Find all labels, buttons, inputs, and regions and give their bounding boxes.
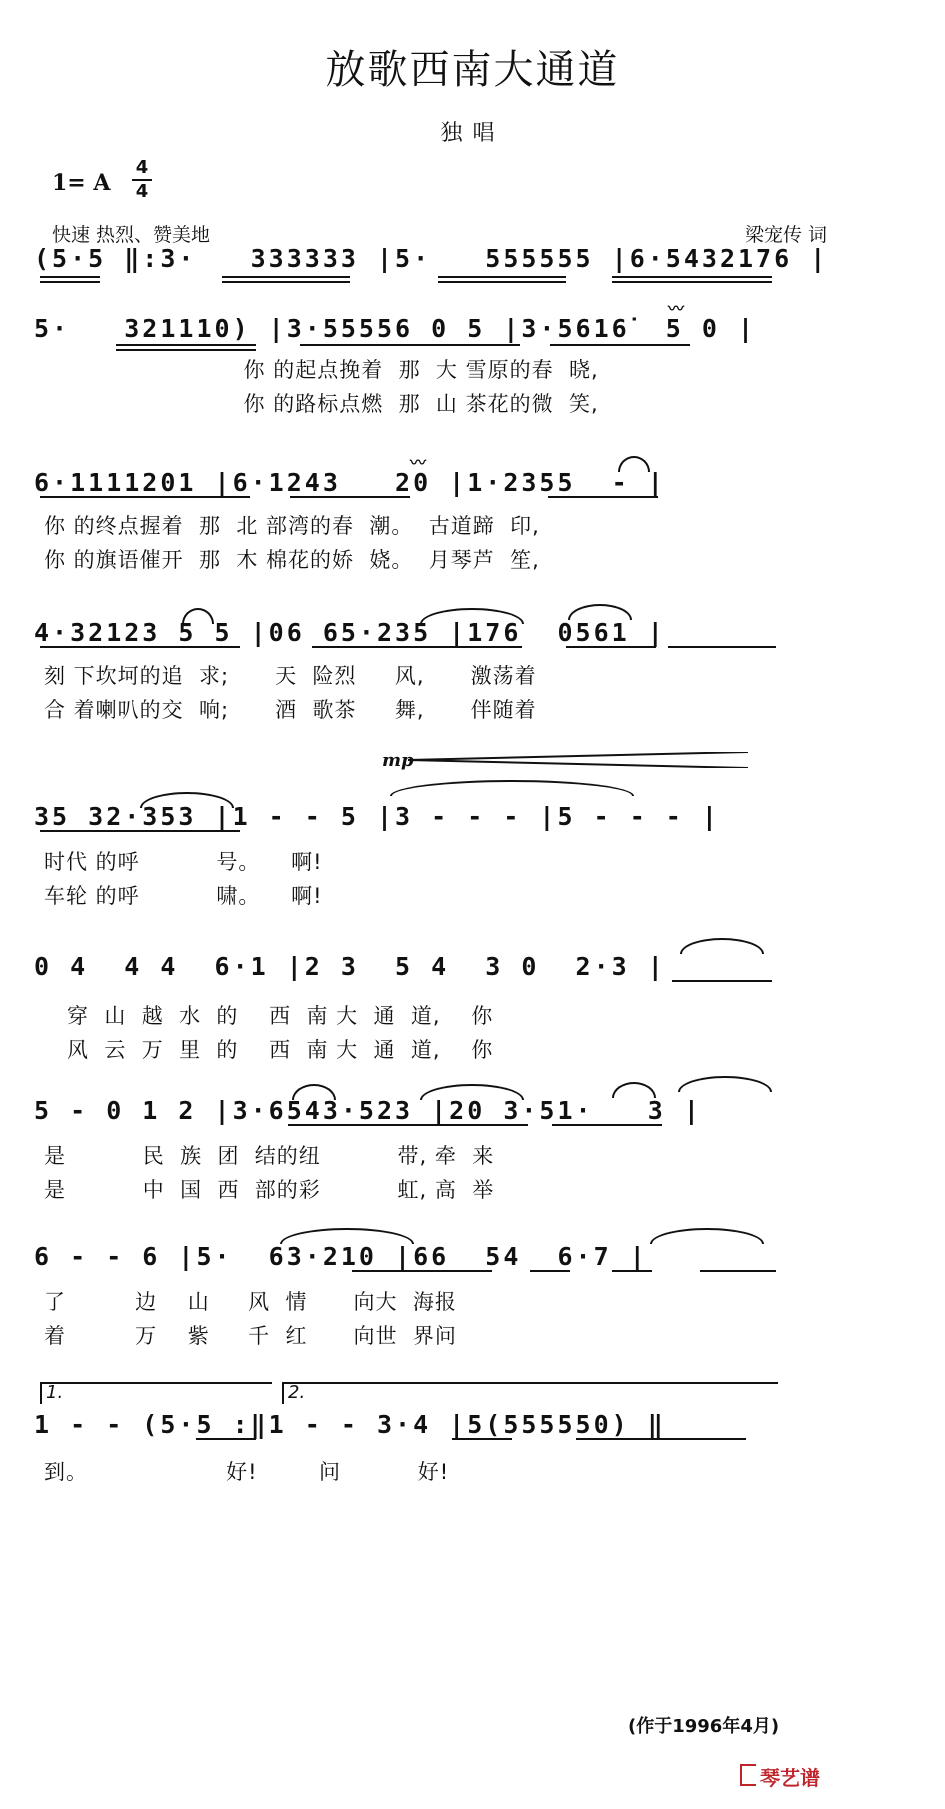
slur xyxy=(390,780,634,796)
beam xyxy=(222,276,350,278)
beam xyxy=(116,344,256,346)
score-system-3 xyxy=(0,453,945,594)
score-system-6 xyxy=(0,950,945,1080)
beam xyxy=(566,646,656,648)
lyric-verse-1: 穿 山 越 水 的 西 南 大 通 道, 你 xyxy=(44,1004,494,1028)
lyric-verse-1: 你 的起点挽着 那 大 雪原的春 晓, xyxy=(44,358,599,382)
lyric-verse-1: 刻 下坎坷的追 求; 天 险烈 风, 激荡着 xyxy=(44,664,537,688)
dynamic-marking: mp xyxy=(382,750,414,771)
slur xyxy=(182,608,214,624)
notation-line: 0 4 4 4 6·1 |2 3 5 4 3 0 2·3 | xyxy=(34,952,666,981)
lyric-verse-2: 你 的路标点燃 那 山 茶花的微 笑, xyxy=(44,392,599,416)
beam xyxy=(300,344,520,346)
beam xyxy=(672,980,772,982)
mordent-mark: 〰 xyxy=(410,453,423,472)
lyric-verse-2: 合 着喇叭的交 响; 酒 歌茶 舞, 伴随着 xyxy=(44,698,537,722)
beam xyxy=(612,1270,652,1272)
score-system-2 xyxy=(0,299,945,436)
lyric-verse-2: 风 云 万 里 的 西 南 大 通 道, 你 xyxy=(44,1038,494,1062)
first-ending-label: 1. xyxy=(46,1382,64,1403)
slur xyxy=(420,608,524,624)
score-system-8 xyxy=(0,1240,945,1370)
time-numerator: 4 xyxy=(135,157,149,178)
song-title: 放歌西南大通道 xyxy=(325,47,620,93)
notation-line: 6 - - 6 |5· 63·210 |66 54 6·7 | xyxy=(34,1242,648,1271)
slur xyxy=(612,1082,656,1098)
beam xyxy=(548,496,658,498)
beam xyxy=(700,1270,776,1272)
first-ending-bracket xyxy=(40,1382,272,1404)
lyric-verse-1: 到。 好! 问 好! xyxy=(44,1460,450,1484)
lyric-verse-2: 着 万 紫 千 红 向世 界问 xyxy=(44,1324,457,1348)
notation-line: 5 - 0 1 2 |3·6543·523 |20 3·51· 3 | xyxy=(34,1096,702,1125)
beam xyxy=(612,276,772,278)
beam xyxy=(552,1124,662,1126)
watermark-text: 琴艺谱 xyxy=(760,1766,820,1790)
beam xyxy=(196,1438,256,1440)
lyric-verse-2: 你 的旗语催开 那 木 棉花的娇 娆。 月琴芦 笙, xyxy=(44,548,540,572)
time-denominator: 4 xyxy=(135,181,149,202)
slur xyxy=(420,1084,524,1100)
beam xyxy=(40,830,240,832)
slur xyxy=(140,792,234,808)
lyric-verse-2: 是 中 国 西 部的彩 虹, 高 举 xyxy=(44,1178,495,1202)
lyric-verse-1: 是 民 族 团 结的纽 带, 牵 来 xyxy=(44,1144,495,1168)
beam xyxy=(40,646,240,648)
slur xyxy=(280,1228,414,1244)
beam xyxy=(452,1438,512,1440)
notation-line: 6·1111201 |6·1243 20 |1·2355 - | xyxy=(34,468,666,497)
score-system-4 xyxy=(0,614,945,744)
watermark-logo-icon xyxy=(740,1764,756,1786)
score-system-7 xyxy=(0,1094,945,1224)
time-signature xyxy=(132,158,152,202)
notation-line: 4·32123 5 5 |06 65·235 |176 0561 | xyxy=(34,618,666,647)
slur xyxy=(680,938,764,954)
lyricist-credit: 梁宠传 词 xyxy=(745,224,828,246)
notation-line: (5·5 ‖:3· 333333 |5· 555555 |6·5432176 | xyxy=(34,244,829,273)
beam xyxy=(40,496,250,498)
beam xyxy=(550,344,690,346)
slur xyxy=(568,604,632,620)
second-ending-bracket xyxy=(282,1382,778,1404)
score-system-5 xyxy=(0,800,945,930)
beam xyxy=(288,1124,528,1126)
beam xyxy=(312,646,522,648)
composition-date-note: (作于1996年4月) xyxy=(628,1716,780,1737)
performance-type: 独唱 xyxy=(440,121,505,146)
lyric-verse-1: 时代 的呼 号。 啊! xyxy=(44,850,323,874)
crescendo-hairpin xyxy=(408,752,748,768)
beam xyxy=(352,1270,492,1272)
notation-line: 5· 321110) |3·55556 0 5 |3·5616̇ 5 0 | xyxy=(34,314,757,343)
lyric-verse-1: 你 的终点握着 那 北 部湾的春 潮。 古道蹄 印, xyxy=(44,514,540,538)
lyric-verse-1: 了 边 山 风 情 向大 海报 xyxy=(44,1290,457,1314)
beam xyxy=(40,276,100,278)
score-system-9 xyxy=(0,1408,945,1538)
slur xyxy=(650,1228,764,1244)
beam xyxy=(530,1270,570,1272)
slur xyxy=(618,456,650,472)
notation-line: 35 32·353 |1 - - 5 |3 - - - |5 - - - | xyxy=(34,802,720,831)
beam xyxy=(438,276,566,278)
second-ending-label: 2. xyxy=(288,1382,306,1403)
slur xyxy=(292,1084,336,1100)
beam xyxy=(576,1438,746,1440)
mordent-mark: 〰 xyxy=(668,299,681,318)
tempo-marking: 快速 热烈、赞美地 xyxy=(52,224,211,246)
lyric-verse-2: 车轮 的呼 啸。 啊! xyxy=(44,884,323,908)
beam xyxy=(290,496,410,498)
beam xyxy=(668,646,776,648)
key-signature: 1= A xyxy=(52,170,111,196)
notation-line: 1 - - (5·5 :‖1 - - 3·4 |5(555550) ‖ xyxy=(34,1410,666,1439)
